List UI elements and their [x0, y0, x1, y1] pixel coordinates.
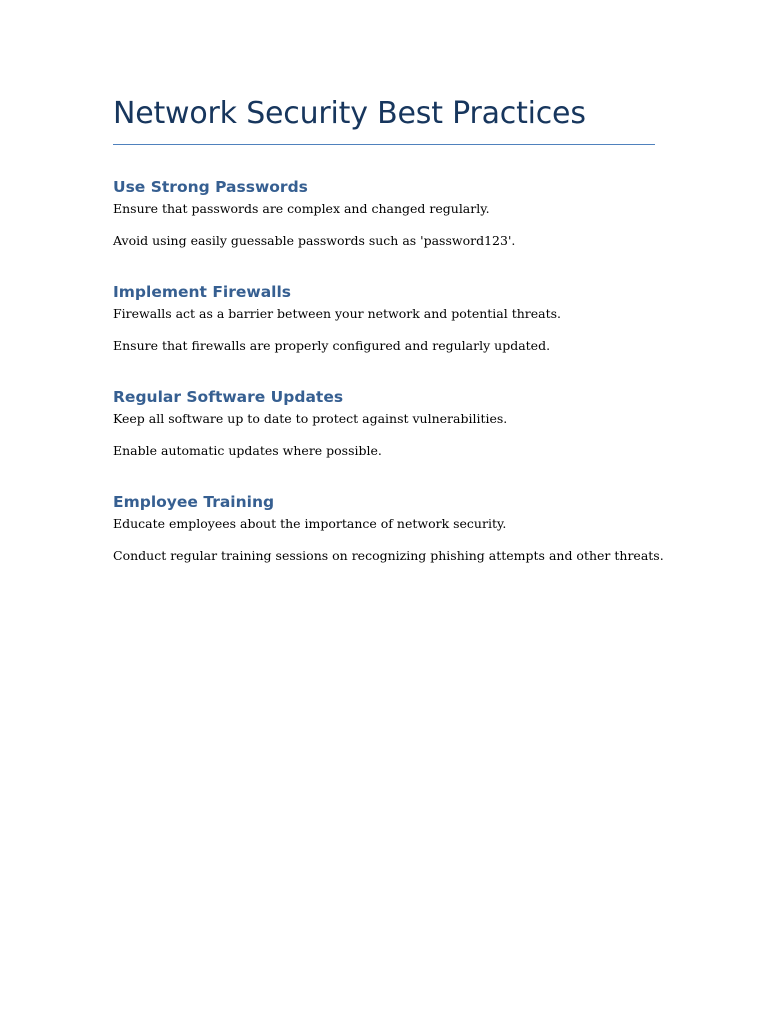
document-page — [113, 92, 664, 564]
section-employee-training — [113, 491, 664, 564]
paragraph: Educate employees about the importance of network security. — [113, 516, 507, 531]
section-heading: Implement Firewalls — [113, 283, 292, 301]
paragraph: Conduct regular training sessions on recognizing phishing attempts and other threats. — [113, 548, 664, 563]
paragraph: Avoid using easily guessable passwords such as 'password123'. — [113, 233, 516, 248]
section-heading: Employee Training — [113, 493, 275, 511]
section-use-strong-passwords — [113, 176, 655, 249]
section-regular-software-updates — [113, 386, 655, 459]
paragraph: Firewalls act as a barrier between your network and potential threats. — [113, 306, 562, 321]
page-title: Network Security Best Practices — [113, 92, 655, 145]
paragraph: Enable automatic updates where possible. — [113, 443, 382, 458]
paragraph: Ensure that firewalls are properly configured and regularly updated. — [113, 338, 551, 353]
section-heading: Regular Software Updates — [113, 388, 344, 406]
paragraph: Ensure that passwords are complex and changed regularly. — [113, 201, 490, 216]
section-heading: Use Strong Passwords — [113, 178, 308, 196]
paragraph: Keep all software up to date to protect against vulnerabilities. — [113, 411, 508, 426]
section-implement-firewalls — [113, 281, 655, 354]
